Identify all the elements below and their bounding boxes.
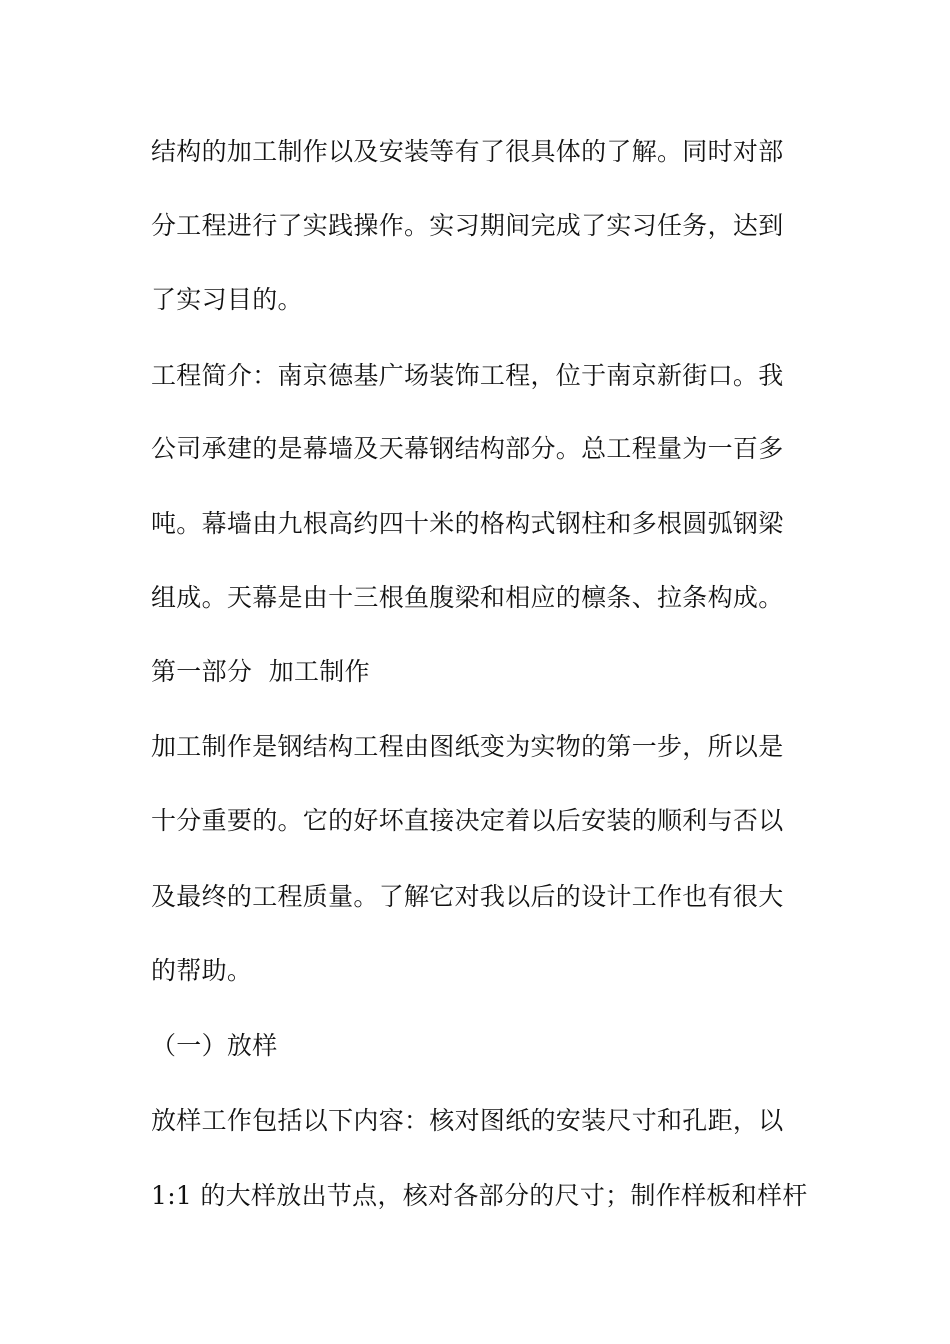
text-line: 的帮助。	[151, 956, 253, 985]
text-line: 加工制作是钢结构工程由图纸变为实物的第一步，所以是	[151, 732, 784, 761]
text-line: 分工程进行了实践操作。实习期间完成了实习任务，达到	[151, 211, 784, 240]
section-heading: 第一部分 加工制作	[151, 657, 370, 686]
text-line: 十分重要的。它的好坏直接决定着以后安装的顺利与否以	[151, 806, 784, 835]
text-line: 放样工作包括以下内容：核对图纸的安装尺寸和孔距，以	[151, 1106, 784, 1135]
subsection-heading: （一）放样	[151, 1031, 278, 1060]
text-line: 组成。天幕是由十三根鱼腹梁和相应的檩条、拉条构成。	[151, 583, 784, 612]
text-line: 公司承建的是幕墙及天幕钢结构部分。总工程量为一百多	[151, 434, 784, 463]
text-line: 及最终的工程质量。了解它对我以后的设计工作也有很大	[151, 882, 784, 911]
text-line: 了实习目的。	[151, 285, 303, 314]
text-line: 结构的加工制作以及安装等有了很具体的了解。同时对部	[151, 137, 784, 166]
text-line: 1:1 的大样放出节点，核对各部分的尺寸；制作样板和样杆	[151, 1181, 808, 1210]
text-line: 吨。幕墙由九根高约四十米的格构式钢柱和多根圆弧钢梁	[151, 509, 784, 538]
text-line: 工程简介：南京德基广场装饰工程，位于南京新街口。我	[151, 361, 784, 390]
